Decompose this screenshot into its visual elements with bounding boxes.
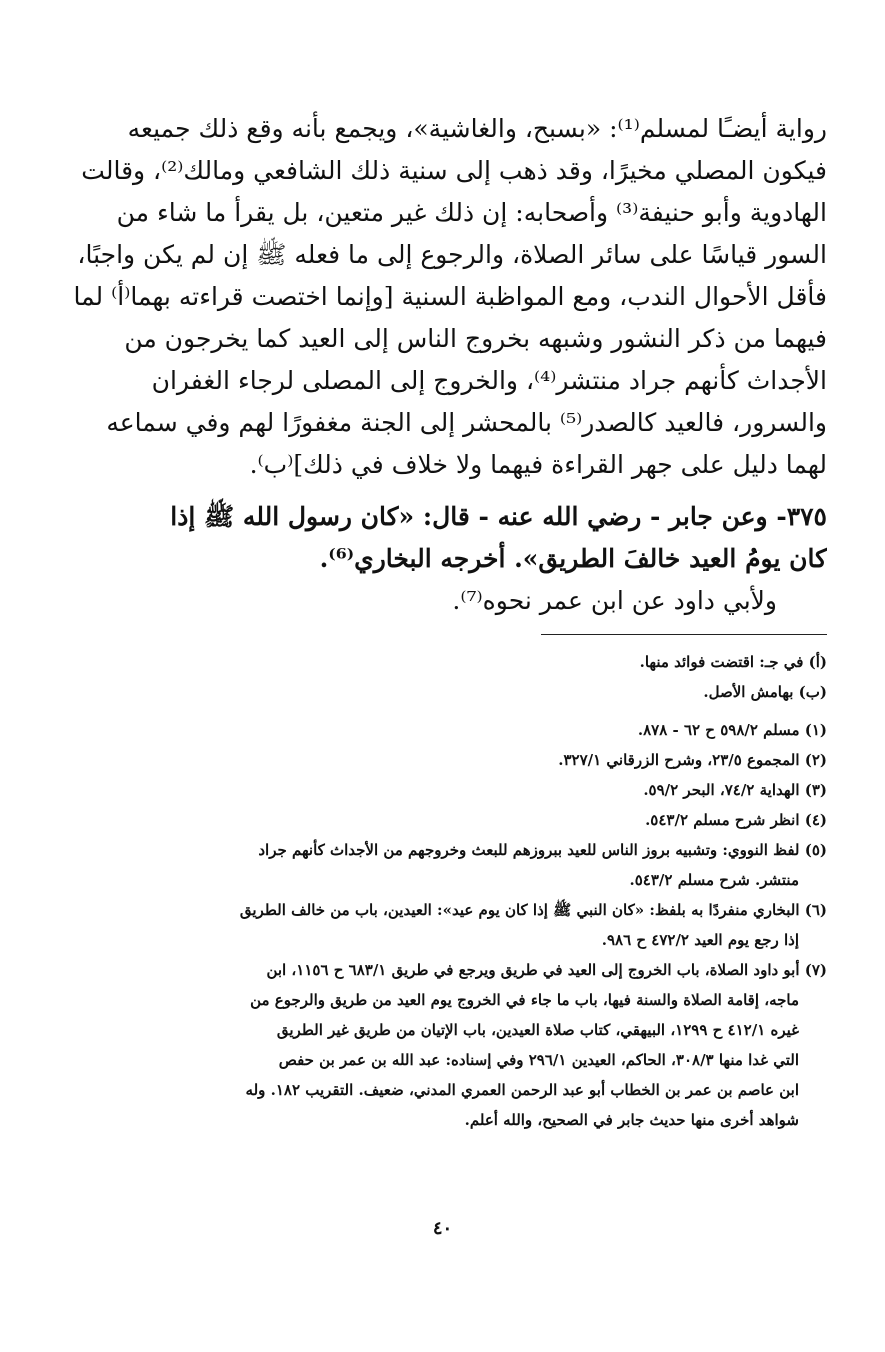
hadith-line: ولأبي داود عن ابن عمر نحوه⁽⁷⁾. <box>452 586 777 615</box>
variant-notes <box>52 647 827 707</box>
reference-footnotes <box>52 715 827 1135</box>
footnote: (٧) أبو داود الصلاة، باب الخروج إلى العيد في طريق ويرجع في طريق ٦٨٣/١ ح ١١٥٦، ابن <box>266 961 827 979</box>
footnote-continuation: التي غدا منها ٣٠٨/٣، الحاكم، العيدين ٢٩٦/١ وفي إسناده: عبد الله بن عمر بن حفص <box>278 1051 799 1069</box>
main-text-line: السور قياسًا على سائر الصلاة، والرجوع إلى ما فعله ﷺ إن لم يكن واجبًا، <box>77 240 827 269</box>
footnote-continuation: إذا رجع يوم العيد ٤٧٢/٢ ح ٩٨٦. <box>601 931 799 949</box>
main-text-line: والسرور، فالعيد كالصدر⁽⁵⁾ بالمحشر إلى الجنة مغفورًا لهم وفي سماعه <box>106 408 827 437</box>
footnote: (٦) البخاري منفردًا به بلفظ: «كان النبي ﷺ إذا كان يوم عيد»: العيدين، باب من خالف الطريق <box>239 901 827 919</box>
main-text-line: الأجداث كأنهم جراد منتشر⁽⁴⁾، والخروج إلى المصلى لرجاء الغفران <box>151 366 827 395</box>
hadith-line: كان يومُ العيد خالفَ الطريق». أخرجه البخاري⁽⁶⁾. <box>319 544 827 573</box>
main-text <box>52 108 827 622</box>
footnote: (٣) الهداية ٧٤/٢، البحر ٥٩/٢. <box>643 781 827 799</box>
footnote-continuation: ماجه، إقامة الصلاة والسنة فيها، باب ما جاء في الخروج يوم العيد من طريق والرجوع من <box>250 991 799 1009</box>
main-text-line: فيهما من ذكر النشور وشبهه بخروج الناس إلى العيد كما يخرجون من <box>124 324 827 353</box>
footnote: (٥) لفظ النووي: وتشبيه بروز الناس للعيد ببروزهم للبعث وخروجهم من الأجداث كأنهم جراد <box>258 841 827 859</box>
variant-note: (أ) في جـ: اقتضت فوائد منها. <box>639 653 827 671</box>
main-text-line: لهما دليل على جهر القراءة فيهما ولا خلاف في ذلك]⁽ب⁾. <box>249 450 827 479</box>
footnote-separator <box>541 634 827 635</box>
footnote: (٢) المجموع ٢٣/٥، وشرح الزرقاني ٣٢٧/١. <box>558 751 827 769</box>
page-number: ٤٠ <box>432 1218 453 1239</box>
footnote-continuation: غيره ٤١٢/١ ح ١٢٩٩، البيهقي، كتاب صلاة العيدين، باب الإتيان من طريق غير الطريق <box>276 1021 799 1039</box>
main-text-line: الهادوية وأبو حنيفة⁽³⁾ وأصحابه: إن ذلك غير متعين، بل يقرأ ما شاء من <box>116 198 827 227</box>
main-text-line: رواية أيضـًا لمسلم⁽¹⁾: «بسبح، والغاشية»، ويجمع بأنه وقع ذلك جميعه <box>127 114 827 143</box>
hadith-line: ٣٧٥- وعن جابر - رضي الله عنه - قال: «كان رسول الله ﷺ إذا <box>170 502 827 531</box>
footnote: (٤) انظر شرح مسلم ٥٤٣/٢. <box>645 811 827 829</box>
main-text-line: فيكون المصلي مخيرًا، وقد ذهب إلى سنية ذلك الشافعي ومالك⁽²⁾، وقالت <box>81 156 827 185</box>
footnote-continuation: منتشر. شرح مسلم ٥٤٣/٢. <box>629 871 799 889</box>
main-text-line: فأقل الأحوال الندب، ومع المواظبة السنية [وإنما اختصت قراءته بهما⁽أ⁾ لما <box>73 282 827 311</box>
footnote-continuation: شواهد أخرى منها حديث جابر في الصحيح، والله أعلم. <box>464 1111 799 1129</box>
footnote-continuation: ابن عاصم بن عمر بن الخطاب أبو عبد الرحمن العمري المدني، ضعيف. التقريب ١٨٢. وله <box>245 1081 799 1099</box>
variant-note: (ب) بهامش الأصل. <box>703 683 827 701</box>
footnote: (١) مسلم ٥٩٨/٢ ح ٦٢ - ٨٧٨. <box>637 721 827 739</box>
